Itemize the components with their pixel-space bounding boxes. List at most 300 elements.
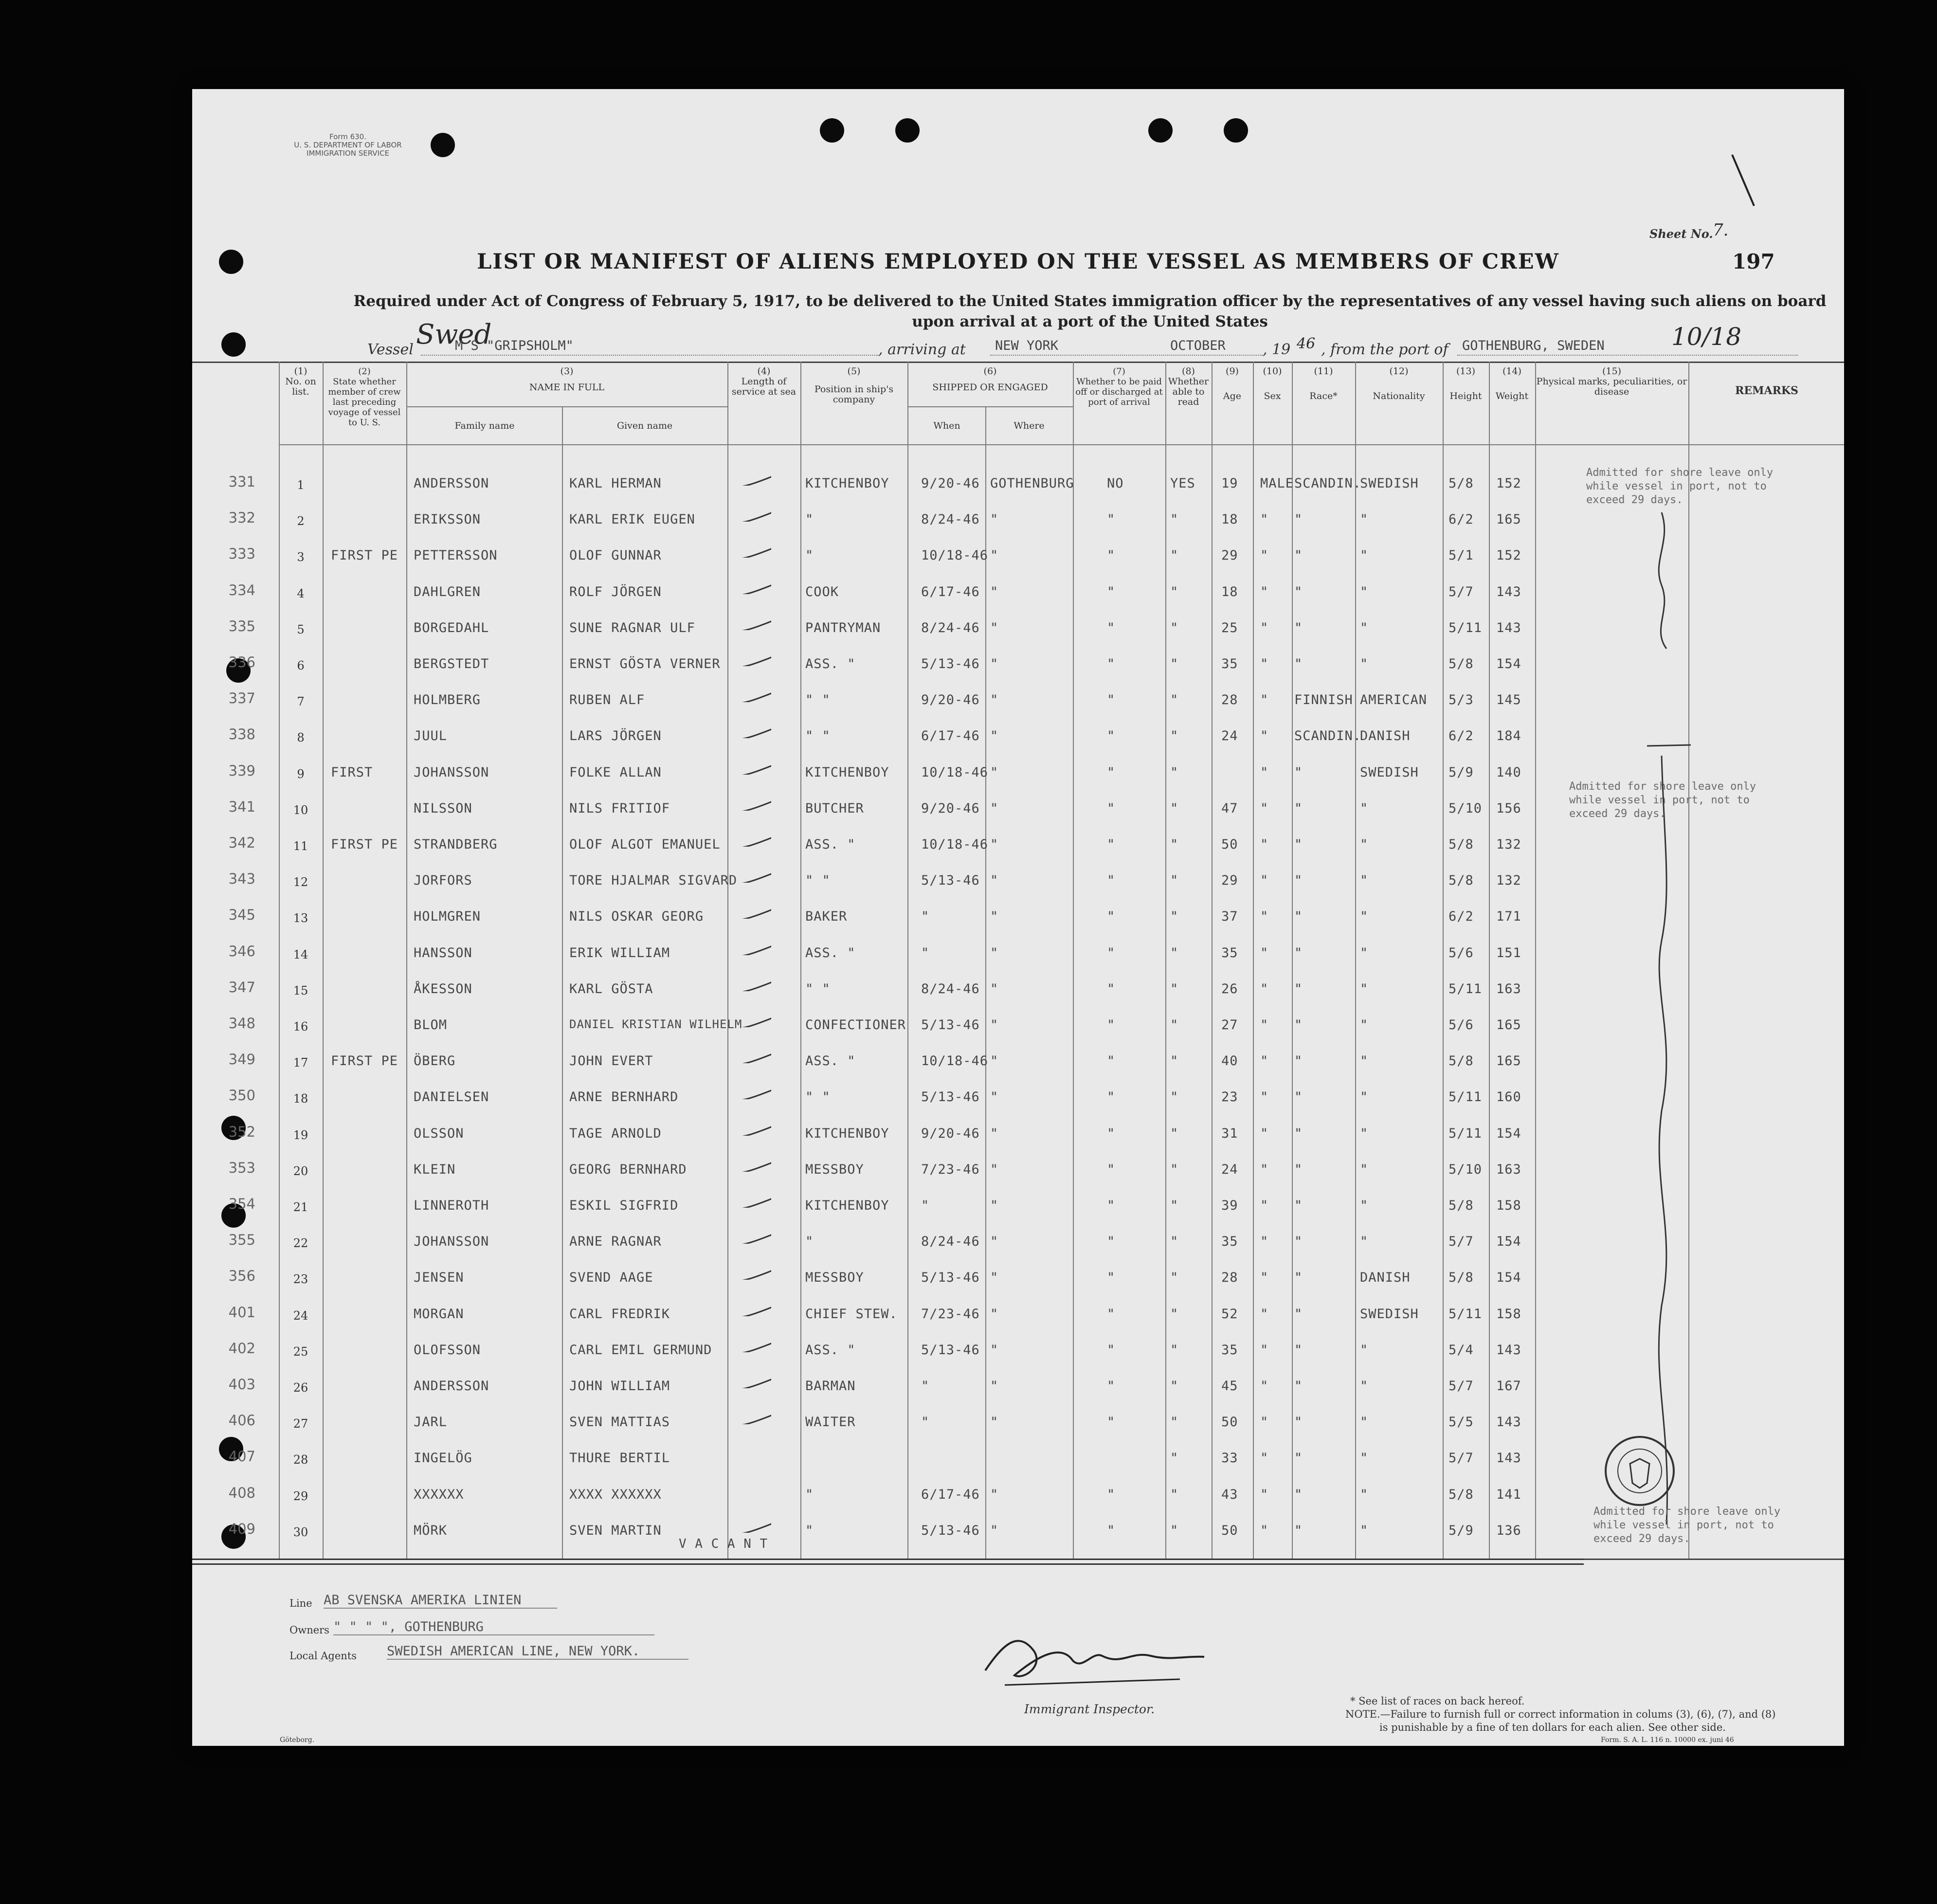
able-to-read-cell: "	[1170, 728, 1179, 744]
list-number: 5	[297, 622, 305, 636]
service-check-mark	[732, 941, 771, 955]
shipped-where-cell: "	[990, 656, 999, 671]
race-cell: "	[1294, 1125, 1303, 1141]
manifest-line-number: 334	[228, 581, 255, 598]
nationality-cell: "	[1360, 1017, 1369, 1033]
position-cell: KITCHENBOY	[805, 476, 889, 491]
list-number: 25	[293, 1344, 308, 1359]
paid-off-cell: "	[1107, 1270, 1116, 1286]
age-cell: 26	[1221, 981, 1238, 997]
shipped-when-cell: 5/13-46	[921, 1342, 980, 1358]
given-name-cell: DANIEL KRISTIAN WILHELM	[569, 1017, 742, 1031]
shipped-when-cell: 6/17-46	[921, 1487, 980, 1502]
height-cell: 5/11	[1448, 1306, 1483, 1322]
list-number: 24	[293, 1308, 308, 1323]
list-number: 16	[293, 1020, 308, 1034]
race-cell: "	[1294, 945, 1303, 961]
nationality-cell: "	[1360, 1487, 1369, 1502]
able-to-read-cell: "	[1170, 1306, 1179, 1322]
local-agents-label: Local Agents	[290, 1650, 357, 1662]
shipped-where-cell: "	[990, 512, 999, 527]
race-cell: "	[1294, 1089, 1303, 1105]
table-row	[192, 1017, 1844, 1042]
paid-off-cell: "	[1107, 1342, 1116, 1358]
manifest-line-number: 352	[228, 1123, 255, 1140]
position-cell: KITCHENBOY	[805, 764, 889, 780]
manifest-line-number: 339	[228, 762, 255, 779]
table-row	[192, 1234, 1844, 1258]
list-number: 17	[293, 1056, 308, 1070]
weight-cell: 143	[1496, 1414, 1521, 1430]
owners-label: Owners	[290, 1624, 329, 1636]
service-check-mark	[732, 1482, 771, 1497]
manifest-line-number: 343	[228, 870, 255, 888]
sex-cell: "	[1260, 1125, 1269, 1141]
service-check-mark	[732, 832, 771, 847]
col-header-where: Where	[1014, 420, 1045, 431]
shipped-where-cell: "	[990, 692, 999, 708]
paid-off-cell: "	[1107, 837, 1116, 852]
race-cell: "	[1294, 1161, 1303, 1177]
paid-off-cell: "	[1107, 1089, 1116, 1105]
position-cell: " "	[805, 728, 831, 744]
family-name-cell: ANDERSSON	[414, 1378, 489, 1394]
position-cell: " "	[805, 873, 831, 889]
list-number: 13	[293, 911, 308, 925]
shipped-where-cell: "	[990, 981, 999, 997]
shipped-where-cell: "	[990, 800, 999, 816]
service-check-mark	[732, 724, 771, 738]
shipped-when-cell: 5/13-46	[921, 873, 980, 889]
sex-cell: "	[1260, 1342, 1269, 1358]
able-to-read-cell: "	[1170, 1414, 1179, 1430]
family-name-cell: PETTERSSON	[414, 548, 498, 563]
weight-cell: 158	[1496, 1306, 1521, 1322]
height-cell: 6/2	[1448, 909, 1474, 925]
race-cell: "	[1294, 1451, 1303, 1466]
paid-off-cell: "	[1107, 873, 1116, 889]
sheet-number-label: Sheet No.	[1649, 227, 1713, 241]
punch-hole	[895, 118, 920, 143]
position-cell: KITCHENBOY	[805, 1125, 889, 1141]
paid-off-cell: "	[1107, 1523, 1116, 1538]
paid-off-cell: "	[1107, 1198, 1116, 1213]
shipped-where-cell: "	[990, 584, 999, 599]
nationality-cell: "	[1360, 548, 1369, 563]
race-cell: "	[1294, 981, 1303, 997]
weight-cell: 141	[1496, 1487, 1521, 1502]
service-check-mark	[732, 1049, 771, 1063]
punch-hole	[431, 133, 455, 157]
shipped-where-cell: "	[990, 873, 999, 889]
given-name-cell: OLOF ALGOT EMANUEL	[569, 837, 721, 852]
family-name-cell: DANIELSEN	[414, 1089, 489, 1105]
shipped-where-cell: "	[990, 909, 999, 925]
shipped-where-cell: "	[990, 1125, 999, 1141]
table-row	[192, 509, 1844, 536]
service-check-mark	[732, 1085, 771, 1099]
age-cell: 39	[1221, 1198, 1238, 1213]
age-cell: 35	[1221, 1234, 1238, 1250]
punch-hole	[820, 118, 844, 143]
table-row	[192, 834, 1844, 861]
able-to-read-cell: YES	[1170, 476, 1195, 491]
paid-off-cell: "	[1107, 1234, 1116, 1250]
weight-cell: 145	[1496, 692, 1521, 708]
sex-cell: "	[1260, 837, 1269, 852]
weight-cell: 152	[1496, 548, 1521, 563]
height-cell: 5/8	[1448, 873, 1474, 889]
footer	[192, 1566, 1844, 1746]
position-cell: "	[805, 512, 814, 527]
sex-cell: "	[1260, 909, 1269, 925]
race-cell: SCANDIN.	[1294, 728, 1362, 744]
age-cell: 50	[1221, 837, 1238, 852]
age-cell: 29	[1221, 548, 1238, 563]
list-number: 1	[297, 478, 305, 492]
form-code: Form. S. A. L. 116 n. 10000 ex. juni 46	[1601, 1736, 1734, 1744]
table-row	[192, 1089, 1844, 1114]
family-name-cell: JOHANSSON	[414, 1234, 489, 1250]
shipped-where-cell: "	[990, 1089, 999, 1105]
list-number: 12	[293, 875, 308, 889]
given-name-cell: FOLKE ALLAN	[569, 764, 662, 780]
height-cell: 5/4	[1448, 1342, 1474, 1358]
page-subtitle: Required under Act of Congress of February 5, 1917, to be delivered to the United States immigration officer by the representatives of any vessel having such aliens on board upon arrival at a port of the United States	[353, 292, 1827, 330]
paid-off-cell: "	[1107, 1414, 1116, 1430]
table-row	[192, 728, 1844, 753]
given-name-cell: SUNE RAGNAR ULF	[569, 620, 695, 635]
able-to-read-cell: "	[1170, 873, 1179, 889]
manifest-line-number: 342	[228, 834, 255, 851]
shipped-where-cell: "	[990, 1161, 999, 1177]
weight-cell: 143	[1496, 620, 1521, 635]
height-cell: 5/8	[1448, 1198, 1474, 1213]
age-cell: 33	[1221, 1451, 1238, 1466]
shipped-when-cell: 7/23-46	[921, 1306, 980, 1322]
shipped-when-cell: "	[921, 1378, 930, 1394]
position-cell: "	[805, 548, 814, 563]
manifest-line-number: 335	[228, 617, 255, 635]
service-check-mark	[732, 796, 771, 811]
race-cell: "	[1294, 620, 1303, 635]
height-cell: 5/10	[1448, 800, 1483, 816]
manifest-line-number: 345	[228, 907, 255, 924]
weight-cell: 143	[1496, 584, 1521, 599]
form-number: Form 630. U. S. DEPARTMENT OF LABOR IMMIGRATION SERVICE	[294, 132, 402, 158]
age-cell: 35	[1221, 945, 1238, 961]
service-check-mark	[732, 543, 771, 558]
nationality-cell: DANISH	[1360, 1270, 1411, 1286]
family-name-cell: OLOFSSON	[414, 1342, 481, 1358]
height-cell: 5/7	[1448, 1234, 1474, 1250]
paid-off-cell: "	[1107, 800, 1116, 816]
given-name-cell: SVEND AAGE	[569, 1270, 653, 1286]
height-cell: 5/3	[1448, 692, 1474, 708]
year-prefix: , 19	[1263, 341, 1291, 358]
age-cell: 37	[1221, 909, 1238, 925]
arrival-port: NEW YORK	[995, 338, 1059, 353]
vessel-label: Vessel	[367, 341, 414, 358]
nationality-cell: DANISH	[1360, 728, 1411, 744]
nationality-cell: "	[1360, 945, 1369, 961]
punch-hole	[221, 332, 246, 357]
given-name-cell: TORE HJALMAR SIGVARD	[569, 873, 738, 889]
service-check-mark	[732, 1121, 771, 1136]
sex-cell: "	[1260, 1270, 1269, 1286]
vacant-label: V A C A N T	[679, 1537, 768, 1551]
service-check-mark	[732, 471, 771, 486]
age-cell: 52	[1221, 1306, 1238, 1322]
weight-cell: 165	[1496, 1053, 1521, 1069]
able-to-read-cell: "	[1170, 1017, 1179, 1033]
shipped-where-cell: "	[990, 945, 999, 961]
shipped-when-cell: "	[921, 909, 930, 925]
inspector-signature	[976, 1622, 1219, 1695]
sheet-page-number: 197	[1732, 250, 1775, 273]
given-name-cell: KARL GÖSTA	[569, 981, 653, 997]
manifest-line-number: 348	[228, 1015, 255, 1032]
list-number: 27	[293, 1417, 308, 1431]
paid-off-cell: "	[1107, 728, 1116, 744]
service-check-mark	[732, 868, 771, 883]
race-cell: "	[1294, 1487, 1303, 1502]
table-row	[192, 656, 1844, 681]
col-header-family-name: Family name	[454, 420, 515, 431]
manifest-line-number: 402	[228, 1340, 255, 1357]
shipped-when-cell: 9/20-46	[921, 800, 980, 816]
family-name-cell: OLSSON	[414, 1125, 464, 1141]
age-cell: 27	[1221, 1017, 1238, 1033]
able-to-read-cell: "	[1170, 764, 1179, 780]
manifest-line-number: 356	[228, 1268, 255, 1285]
nationality-cell: "	[1360, 1378, 1369, 1394]
col-header-race: (11) Race*	[1309, 366, 1338, 401]
service-check-mark	[732, 1302, 771, 1316]
shipped-when-cell: "	[921, 945, 930, 961]
family-name-cell: NILSSON	[414, 800, 472, 816]
race-cell: "	[1294, 800, 1303, 816]
paid-off-cell: "	[1107, 692, 1116, 708]
paid-off-cell: "	[1107, 620, 1116, 635]
manifest-line-number: 409	[228, 1520, 255, 1537]
height-cell: 5/8	[1448, 837, 1474, 852]
given-name-cell: ERIK WILLIAM	[569, 945, 670, 961]
shipped-when-cell: 5/13-46	[921, 656, 980, 671]
age-cell: 43	[1221, 1487, 1238, 1502]
family-name-cell: ERIKSSON	[414, 512, 481, 527]
shipped-where-cell: "	[990, 1378, 999, 1394]
nationality-cell: "	[1360, 909, 1369, 925]
able-to-read-cell: "	[1170, 1451, 1179, 1466]
sex-cell: "	[1260, 1234, 1269, 1250]
weight-cell: 154	[1496, 1234, 1521, 1250]
previous-voyage-cell: FIRST PE	[331, 548, 398, 563]
weight-cell: 154	[1496, 1270, 1521, 1286]
shipped-where-cell: "	[990, 837, 999, 852]
position-cell: " "	[805, 692, 831, 708]
list-number: 23	[293, 1272, 308, 1287]
family-name-cell: JUUL	[414, 728, 448, 744]
nationality-cell: SWEDISH	[1360, 764, 1419, 780]
sex-cell: "	[1260, 1378, 1269, 1394]
sex-cell: "	[1260, 620, 1269, 635]
given-name-cell: KARL ERIK EUGEN	[569, 512, 695, 527]
arriving-label: , arriving at	[878, 341, 966, 358]
nationality-cell: SWEDISH	[1360, 1306, 1419, 1322]
race-cell: "	[1294, 764, 1303, 780]
weight-cell: 184	[1496, 728, 1521, 744]
position-cell: " "	[805, 1089, 831, 1105]
weight-cell: 160	[1496, 1089, 1521, 1105]
position-cell: MESSBOY	[805, 1161, 864, 1177]
shipped-when-cell: 8/24-46	[921, 620, 980, 635]
col-header-physical-marks: (15) Physical marks, peculiarities, or disease	[1536, 366, 1687, 397]
age-cell: 18	[1221, 512, 1238, 527]
age-cell: 19	[1221, 476, 1238, 491]
nationality-cell: "	[1360, 1089, 1369, 1105]
family-name-cell: DAHLGREN	[414, 584, 481, 599]
sex-cell: "	[1260, 728, 1269, 744]
family-name-cell: HOLMGREN	[414, 909, 481, 925]
crew-table	[192, 362, 1844, 1566]
manifest-line-number: 341	[228, 798, 255, 815]
remark-shore-leave: Admitted for shore leave only while vessel in port, not to exceed 29 days.	[1586, 467, 1774, 506]
weight-cell: 165	[1496, 512, 1521, 527]
given-name-cell: THURE BERTIL	[569, 1451, 670, 1466]
remark-shore-leave: Admitted for shore leave only while vessel in port, not to exceed 29 days.	[1569, 780, 1756, 820]
height-cell: 6/2	[1448, 728, 1474, 744]
family-name-cell: KLEIN	[414, 1161, 456, 1177]
able-to-read-cell: "	[1170, 837, 1179, 852]
nationality-cell: "	[1360, 1053, 1369, 1069]
service-check-mark	[732, 1518, 771, 1533]
shipped-when-cell: 10/18-46	[921, 1053, 989, 1069]
height-cell: 5/7	[1448, 584, 1474, 599]
weight-cell: 152	[1496, 476, 1521, 491]
service-check-mark	[732, 1229, 771, 1244]
position-cell: PANTRYMAN	[805, 620, 881, 635]
weight-cell: 136	[1496, 1523, 1521, 1538]
able-to-read-cell: "	[1170, 548, 1179, 563]
paid-off-cell: "	[1107, 584, 1116, 599]
nationality-cell: "	[1360, 656, 1369, 671]
height-cell: 5/11	[1448, 620, 1483, 635]
race-cell: "	[1294, 1270, 1303, 1286]
col-header-given-name: Given name	[616, 420, 673, 431]
paid-off-cell: "	[1107, 1125, 1116, 1141]
table-row	[192, 1342, 1844, 1367]
age-cell: 35	[1221, 1342, 1238, 1358]
race-cell: "	[1294, 656, 1303, 671]
position-cell: BARMAN	[805, 1378, 856, 1394]
nationality-cell: SWEDISH	[1360, 476, 1419, 491]
service-check-mark	[732, 652, 771, 666]
race-cell: "	[1294, 1414, 1303, 1430]
strike-line	[192, 1563, 1584, 1565]
age-cell: 23	[1221, 1089, 1238, 1105]
given-name-cell: ESKIL SIGFRID	[569, 1198, 679, 1213]
position-cell: COOK	[805, 584, 839, 599]
manifest-line-number: 338	[228, 726, 255, 743]
shipped-where-cell: "	[990, 764, 999, 780]
list-number: 9	[297, 767, 305, 781]
given-name-cell: LARS JÖRGEN	[569, 728, 662, 744]
shipped-when-cell: 5/13-46	[921, 1089, 980, 1105]
manifest-sheet	[192, 89, 1844, 1746]
nationality-cell: "	[1360, 1523, 1369, 1538]
given-name-cell: KARL HERMAN	[569, 476, 662, 491]
paid-off-cell: "	[1107, 1053, 1116, 1069]
sex-cell: "	[1260, 981, 1269, 997]
table-row	[192, 1414, 1844, 1439]
shipped-when-cell: 8/24-46	[921, 512, 980, 527]
from-port: GOTHENBURG, SWEDEN	[1462, 338, 1605, 353]
printer-mark: Göteborg.	[280, 1736, 315, 1744]
position-cell: "	[805, 1487, 814, 1502]
family-name-cell: HOLMBERG	[414, 692, 481, 708]
shipped-where-cell: "	[990, 1306, 999, 1322]
table-row	[192, 909, 1844, 933]
arrival-year: 46	[1297, 335, 1316, 352]
weight-cell: 171	[1496, 909, 1521, 925]
sex-cell: "	[1260, 1523, 1269, 1538]
manifest-line-number: 406	[228, 1412, 255, 1429]
nationality-cell: "	[1360, 837, 1369, 852]
given-name-cell: SVEN MATTIAS	[569, 1414, 670, 1430]
height-cell: 6/2	[1448, 512, 1474, 527]
owners-value: " " " ", GOTHENBURG	[333, 1619, 654, 1635]
paid-off-cell: "	[1107, 1487, 1116, 1502]
family-name-cell: ÖBERG	[414, 1053, 456, 1069]
service-check-mark	[732, 1446, 771, 1460]
weight-cell: 143	[1496, 1451, 1521, 1466]
weight-cell: 140	[1496, 764, 1521, 780]
height-cell: 5/6	[1448, 1017, 1474, 1033]
immigrant-inspector-label: Immigrant Inspector.	[1024, 1702, 1155, 1716]
service-check-mark	[732, 1374, 771, 1388]
sheet-number-handwritten: 7.	[1713, 220, 1729, 240]
nationality-cell: "	[1360, 873, 1369, 889]
weight-cell: 154	[1496, 1125, 1521, 1141]
manifest-line-number: 354	[228, 1196, 255, 1212]
col-header-height: (13) Height	[1449, 366, 1482, 401]
shipped-when-cell: 9/20-46	[921, 1125, 980, 1141]
handwritten-date: 10/18	[1671, 323, 1742, 351]
race-cell: "	[1294, 1017, 1303, 1033]
given-name-cell: ERNST GÖSTA VERNER	[569, 656, 721, 671]
weight-cell: 163	[1496, 1161, 1521, 1177]
family-name-cell: BERGSTEDT	[414, 656, 489, 671]
shipped-where-cell: "	[990, 1234, 999, 1250]
shipped-where-cell: "	[990, 620, 999, 635]
given-name-cell: GEORG BERNHARD	[569, 1161, 687, 1177]
service-check-mark	[732, 1338, 771, 1352]
age-cell: 25	[1221, 620, 1238, 635]
manifest-line-number: 346	[228, 943, 255, 960]
col-header-nationality: (12) Nationality	[1373, 366, 1425, 401]
shipped-when-cell: 8/24-46	[921, 981, 980, 997]
manifest-line-number: 337	[228, 690, 255, 707]
race-cell: "	[1294, 584, 1303, 599]
age-cell: 47	[1221, 800, 1238, 816]
nationality-cell: "	[1360, 1198, 1369, 1213]
age-cell: 45	[1221, 1378, 1238, 1394]
from-port-label: , from the port of	[1321, 341, 1448, 358]
able-to-read-cell: "	[1170, 909, 1179, 925]
line-value: AB SVENSKA AMERIKA LINIEN	[324, 1593, 557, 1609]
list-number: 2	[297, 514, 305, 528]
